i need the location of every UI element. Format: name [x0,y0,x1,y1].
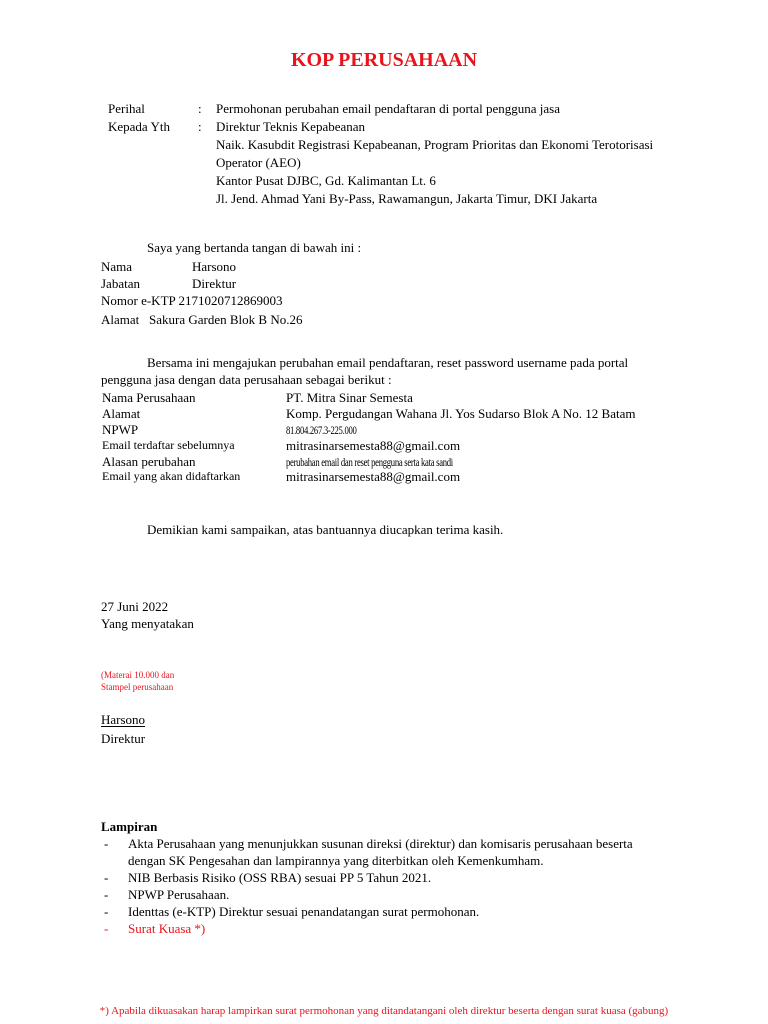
company-row-value: mitrasinarsemesta88@gmail.com [286,438,461,453]
recipient-line: Jl. Jend. Ahmad Yani By-Pass, Rawamangun, Jakarta Timur, DKI Jakarta [216,191,598,206]
attachments-title: Lampiran [101,819,158,834]
perihal-label: Perihal [108,101,145,116]
attachment-text-cont: dengan SK Pengesahan dan lampirannya yang diterbitkan oleh Kemenkumham. [128,853,544,868]
npwp-value: 81.804.267.3-225.000 [286,423,357,437]
signature-statement: Yang menyatakan [101,616,194,631]
recipient-line: Naik. Kasubdit Registrasi Kepabeanan, Program Prioritas dan Ekonomi Terotorisasi [216,137,654,152]
signer-name-value: Harsono [192,259,237,274]
company-row [102,421,742,437]
attachment-item [104,903,704,920]
attachment-text: Akta Perusahaan yang menunjukkan susunan direksi (direktur) dan komisaris perusahaan beserta [128,836,633,851]
kepada-label: Kepada Yth [108,119,170,134]
footnote: *) Apabila dikuasakan harap lampirkan surat permohonan yang ditandatangani oleh direktur beserta dengan surat kuasa (gabung) [99,1005,669,1017]
signer-position-label: Jabatan [101,276,140,291]
company-row-label: Alasan perubahan [102,454,196,469]
company-row-value: PT. Mitra Sinar Semesta [286,390,413,405]
letterhead-title: KOP PERUSAHAAN [290,49,478,71]
attachment-text: Identtas (e-KTP) Direktur sesuai penandatangan surat permohonan. [128,904,480,919]
stamp-note-line-1: (Materai 10.000 dan [101,670,175,680]
request-line-1: Bersama ini mengajukan perubahan email pendaftaran, reset password username pada portal [147,355,629,370]
company-row-label: NPWP [102,422,139,437]
bullet: - [104,904,109,919]
company-row [102,389,742,405]
company-row [102,468,742,484]
signatory-name-text: Harsono [101,712,146,727]
recipient-line: Operator (AEO) [216,155,301,170]
attachments-list [104,835,704,937]
bullet: - [104,836,109,851]
recipient-line: Kantor Pusat DJBC, Gd. Kalimantan Lt. 6 [216,173,436,188]
request-line-2: pengguna jasa dengan data perusahaan sebagai berikut : [101,372,392,387]
signer-name-label: Nama [101,259,133,274]
attachment-text: NPWP Perusahaan. [128,887,230,902]
signer-intro: Saya yang bertanda tangan di bawah ini : [147,240,362,255]
attachment-item [104,869,704,886]
company-row [102,437,742,453]
signatory-name [101,711,145,728]
signer-ktp: Nomor e-KTP 2171020712869003 [101,293,283,308]
company-row-label: Nama Perusahaan [102,390,196,405]
attachment-item [104,920,704,937]
bullet: - [104,887,109,902]
stamp-note-line-2: Stampel perusahaan [101,682,174,692]
perihal-value: Permohonan perubahan email pendaftaran di portal pengguna jasa [216,101,561,116]
attachment-item [104,886,704,903]
company-row-value: Komp. Pergudangan Wahana Jl. Yos Sudarso Blok A No. 12 Batam [286,406,636,421]
company-row-value: mitrasinarsemesta88@gmail.com [286,469,461,484]
signatory-position: Direktur [101,731,146,746]
letter-date: 27 Juni 2022 [101,599,169,614]
perihal-colon: : [198,101,202,116]
signer-position-value: Direktur [192,276,237,291]
recipient-address [216,118,653,208]
company-row [102,405,742,421]
attachment-item [104,835,704,869]
company-row-label: Email terdaftar sebelumnya [102,438,235,452]
signer-address: Alamat Sakura Garden Blok B No.26 [101,312,303,327]
company-row [102,453,742,469]
recipient-line: Direktur Teknis Kepabeanan [216,119,366,134]
company-row-label: Email yang akan didaftarkan [102,469,241,483]
closing-sentence: Demikian kami sampaikan, atas bantuannya diucapkan terima kasih. [147,522,504,537]
bullet: - [104,870,109,885]
company-row-label: Alamat [102,406,141,421]
attachment-text: NIB Berbasis Risiko (OSS RBA) sesuai PP 5 Tahun 2021. [128,870,432,885]
kepada-colon: : [198,119,202,134]
attachment-text-power-of-attorney: Surat Kuasa *) [128,921,206,936]
reason-value: perubahan email dan reset pengguna serta kata sandi [286,455,453,469]
bullet: - [104,921,109,936]
